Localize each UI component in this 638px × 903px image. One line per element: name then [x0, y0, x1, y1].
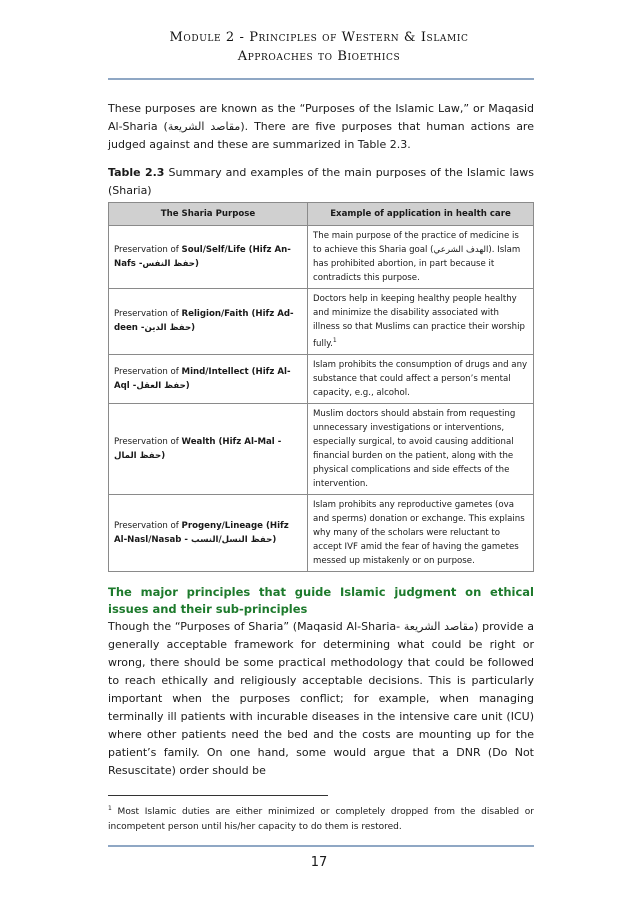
purpose-bold: Religion/Faith (Hifz Ad-deen -: [114, 309, 294, 334]
footnote: [108, 801, 534, 835]
example-cell: [308, 289, 534, 355]
section-text-before: Though the “Purposes of Sharia” (Maqasid Al-Sharia-: [108, 619, 404, 633]
purpose-suffix: ): [185, 380, 190, 391]
table-row: [109, 403, 534, 494]
header-line-2: Approaches to Bioethics: [237, 49, 401, 64]
purpose-cell: [109, 289, 308, 355]
purpose-prefix: Preservation of: [114, 436, 182, 447]
page-number: 17: [310, 855, 328, 870]
example-text-after: ). Islam has prohibited abortion, in part because it contradicts this purpose.: [313, 245, 521, 283]
footnote-mark: 1: [108, 805, 112, 812]
purpose-suffix: ): [272, 534, 277, 545]
module-header: [0, 28, 638, 66]
intro-text-after: ). There are five purposes that human actions are judged against and these are summarized in Table 2.3.: [108, 120, 534, 151]
footnote-rule: [108, 795, 328, 796]
example-cell: [308, 494, 534, 571]
footnote-reference[interactable]: 1: [332, 337, 337, 344]
table-caption-label: Table 2.3: [108, 166, 165, 179]
table-header-row: [109, 203, 534, 226]
purpose-cell: [109, 226, 308, 289]
purpose-suffix: ): [161, 450, 166, 461]
example-text-before: The main purpose of the practice of medicine is to achieve this Sharia goal (: [313, 231, 519, 255]
page-content: [108, 100, 534, 780]
section-paragraph: [108, 618, 534, 780]
table-caption: [108, 164, 534, 200]
example-cell: [308, 403, 534, 494]
purpose-arabic: حفظ النسل/النسب: [190, 534, 273, 545]
header-rule: [108, 78, 534, 80]
table-row: [109, 494, 534, 571]
footnote-text: Most Islamic duties are either minimized or completely dropped from the disabled or incompetent person until his/her capacity to do them is restored.: [108, 807, 534, 832]
table-row: [109, 354, 534, 403]
purpose-arabic: حفظ المال: [114, 450, 162, 461]
purpose-cell: [109, 403, 308, 494]
purpose-cell: [109, 494, 308, 571]
header-sharia-purpose: The Sharia Purpose: [109, 203, 308, 226]
header-health-care-example: Example of application in health care: [308, 203, 534, 226]
purpose-suffix: ): [195, 259, 199, 269]
section-text-after: ) provide a generally acceptable framework for determining what could be right or wrong, there should be some practical methodology that could be followed to reach ethically and religiously acceptable decisions. This is particularly important when the purposes conflict; for example, when managing terminally ill patients with incurable diseases in the intensive care unit (ICU) where other patients need the bed and the costs are mounting up for the patient’s family. On one hand, some would argue that a DNR (Do Not Resuscitate) order should be: [108, 619, 534, 777]
example-text-before: Doctors help in keeping healthy people healthy and minimize the disability associated with illness so that Muslims can practice their worship fully.: [313, 294, 525, 349]
purpose-prefix: Preservation of: [114, 520, 182, 531]
purpose-prefix: Preservation of: [114, 309, 182, 320]
purpose-cell: [109, 354, 308, 403]
example-text-before: Islam prohibits any reproductive gametes (ova and sperms) donation or exchange. This explains why many of the scholars were reluctant to accept IVF amid the fear of having the gametes messed up mistakenly or on purpose.: [313, 499, 525, 566]
header-line-1: Module 2 - Principles of Western & Islamic: [169, 30, 469, 45]
table-row: [109, 289, 534, 355]
purpose-bold: Wealth (Hifz Al-Mal -: [181, 436, 282, 447]
purpose-arabic: حفظ الدين: [144, 323, 192, 334]
table-caption-text: Summary and examples of the main purposes of the Islamic laws (Sharia): [108, 166, 534, 197]
purpose-arabic: حفظ العقل: [136, 380, 186, 391]
section-arabic: مقاصد الشريعة: [403, 619, 475, 633]
purpose-bold: Progeny/Lineage (Hifz Al-Nasl/Nasab -: [114, 520, 289, 545]
purpose-bold: Soul/Self/Life (Hifz An-Nafs -: [114, 245, 291, 269]
footer-rule: [108, 845, 534, 847]
purpose-bold: Mind/Intellect (Hifz Al-Aql -: [114, 366, 291, 391]
example-cell: [308, 354, 534, 403]
sharia-purposes-table: [108, 202, 534, 572]
purpose-prefix: Preservation of: [114, 366, 182, 377]
intro-text-before: These purposes are known as the “Purposes of the Islamic Law,” or Maqasid Al-Sharia (: [108, 102, 534, 133]
example-arabic: الهدف الشرعي: [433, 245, 489, 255]
example-cell: [308, 226, 534, 289]
purpose-arabic: حفظ النفس: [142, 259, 195, 269]
purpose-suffix: ): [191, 323, 196, 334]
purpose-prefix: Preservation of: [114, 245, 182, 255]
intro-paragraph: [108, 100, 534, 154]
section-heading: The major principles that guide Islamic judgment on ethical issues and their sub-principles: [108, 584, 534, 616]
example-text-before: Muslim doctors should abstain from requesting unnecessary investigations or interventions, especially surgical, to avoid causing additional financial burden on the patient, along with the physical complications and side effects of the intervention.: [313, 408, 516, 489]
intro-arabic: مقاصد الشريعة: [167, 120, 241, 133]
example-text-before: Islam prohibits the consumption of drugs and any substance that could affect a person’s mental capacity, e.g., alcohol.: [313, 359, 528, 398]
table-row: [109, 226, 534, 289]
